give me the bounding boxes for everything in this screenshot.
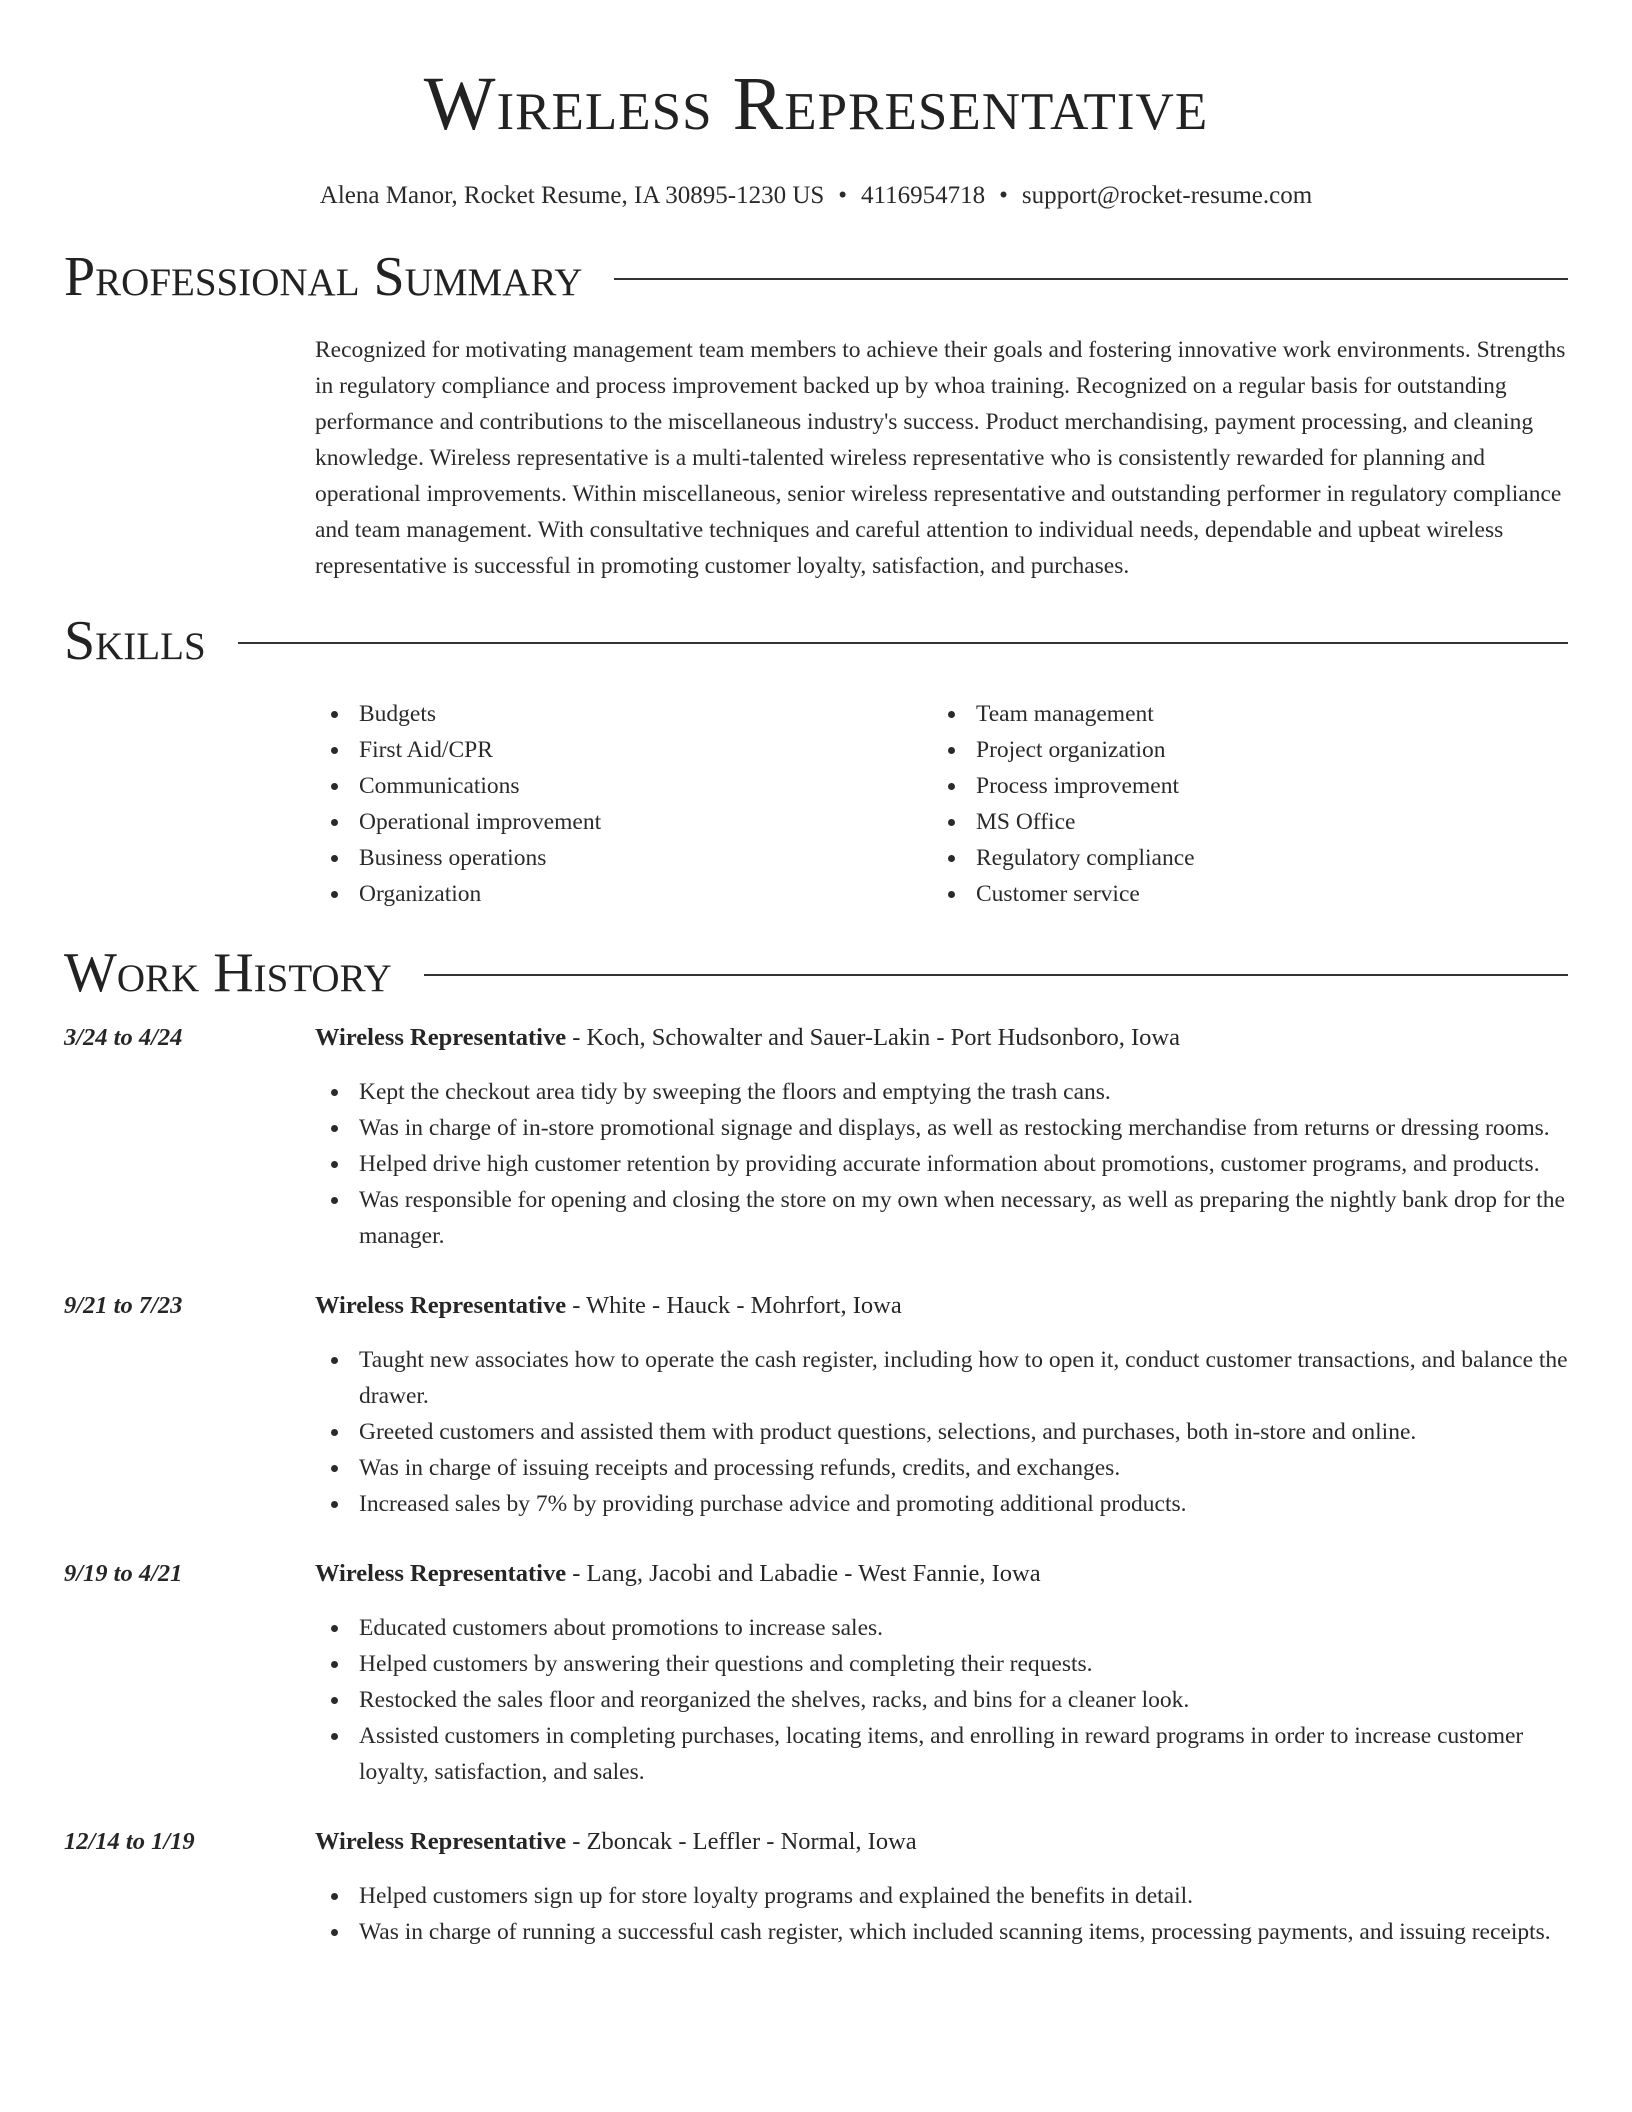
skill-item: Operational improvement — [315, 804, 932, 840]
job-bullet: Kept the checkout area tidy by sweeping the floors and emptying the trash cans. — [315, 1074, 1568, 1110]
summary-section-header — [64, 246, 1568, 308]
job-bullet: Greeted customers and assisted them with product questions, selections, and purchases, both in-store and online. — [315, 1414, 1568, 1450]
job-bullet: Educated customers about promotions to increase sales. — [315, 1610, 1568, 1646]
job-title-line — [315, 1824, 1568, 1860]
job-bullets — [315, 1878, 1568, 1950]
job-body — [315, 1288, 1568, 1522]
job-title: Wireless Representative — [315, 1828, 567, 1855]
job-company-location: - Lang, Jacobi and Labadie - West Fannie, Iowa — [566, 1560, 1041, 1587]
job-title: Wireless Representative — [315, 1560, 567, 1587]
resume-name: Wireless Representative — [423, 62, 1209, 146]
section-divider — [424, 974, 1568, 976]
job-dates: 12/14 to 1/19 — [64, 1828, 195, 1855]
job-bullets — [315, 1610, 1568, 1790]
skill-item: First Aid/CPR — [315, 732, 932, 768]
skill-item: Team management — [932, 696, 1549, 732]
skill-item: Budgets — [315, 696, 932, 732]
section-divider — [238, 642, 1568, 644]
contact-email[interactable]: support@rocket-resume.com — [1021, 182, 1313, 209]
job-title-line — [315, 1288, 1568, 1324]
skill-item: Customer service — [932, 876, 1549, 912]
job-company-location: - White - Hauck - Mohrfort, Iowa — [566, 1292, 902, 1319]
job-bullet: Restocked the sales floor and reorganized the shelves, racks, and bins for a cleaner look. — [315, 1682, 1568, 1718]
job-bullet: Assisted customers in completing purchases, locating items, and enrolling in reward programs in order to increase customer loyalty, satisfaction, and sales. — [315, 1718, 1568, 1790]
contact-phone: 4116954718 — [861, 182, 986, 209]
job-bullet: Helped customers by answering their questions and completing their requests. — [315, 1646, 1568, 1682]
job-dates: 9/19 to 4/21 — [64, 1560, 183, 1587]
job-body — [315, 1020, 1568, 1254]
skills-column-right — [932, 696, 1549, 912]
job-title: Wireless Representative — [315, 1024, 567, 1051]
skills-column-left — [315, 696, 932, 912]
job-dates: 9/21 to 7/23 — [64, 1292, 183, 1319]
job-body — [315, 1556, 1568, 1790]
job-bullet: Helped customers sign up for store loyalty programs and explained the benefits in detail. — [315, 1878, 1568, 1914]
job-company-location: - Koch, Schowalter and Sauer-Lakin - Port Hudsonboro, Iowa — [566, 1024, 1180, 1051]
job-title-line — [315, 1556, 1568, 1592]
contact-line — [64, 180, 1568, 212]
section-divider — [614, 278, 1568, 280]
job-bullet: Was in charge of running a successful cash register, which included scanning items, processing payments, and issuing receipts. — [315, 1914, 1568, 1950]
skill-item: Business operations — [315, 840, 932, 876]
job-entry — [64, 1020, 1568, 1254]
job-entry — [64, 1288, 1568, 1522]
job-bullet: Was in charge of issuing receipts and processing refunds, credits, and exchanges. — [315, 1450, 1568, 1486]
job-title: Wireless Representative — [315, 1292, 567, 1319]
summary-heading: Professional Summary — [64, 246, 583, 308]
skill-item: MS Office — [932, 804, 1549, 840]
skill-item: Process improvement — [932, 768, 1549, 804]
job-bullets — [315, 1074, 1568, 1254]
skill-item: Regulatory compliance — [932, 840, 1549, 876]
job-title-line — [315, 1020, 1568, 1056]
skills-heading: Skills — [64, 610, 206, 672]
contact-separator: • — [838, 182, 848, 209]
skills-list — [315, 696, 1568, 912]
skill-item: Communications — [315, 768, 932, 804]
work-heading: Work History — [64, 942, 392, 1004]
job-bullet: Was responsible for opening and closing the store on my own when necessary, as well as preparing the nightly bank drop for the manager. — [315, 1182, 1568, 1254]
skill-item: Project organization — [932, 732, 1549, 768]
work-section-header — [64, 942, 1568, 1004]
skill-item: Organization — [315, 876, 932, 912]
job-body — [315, 1824, 1568, 1950]
job-bullet: Increased sales by 7% by providing purchase advice and promoting additional products. — [315, 1486, 1568, 1522]
summary-text: Recognized for motivating management team members to achieve their goals and fostering innovative work environments. Strengths in regulatory compliance and process improvement backed up by whoa training. Recognized on a regular basis for outstanding performance and contributions to the miscellaneous industry's success. Product merchandising, payment processing, and cleaning knowledge. Wireless representative is a multi-talented wireless representative who is consistently rewarded for planning and operational improvements. Within miscellaneous, senior wireless representative and outstanding performer in regulatory compliance and team management. With consultative techniques and careful attention to individual needs, dependable and upbeat wireless representative is successful in promoting customer loyalty, satisfaction, and purchases. — [315, 337, 1566, 579]
job-bullets — [315, 1342, 1568, 1522]
contact-address: Alena Manor, Rocket Resume, IA 30895-1230 US — [319, 182, 825, 209]
job-bullet: Was in charge of in-store promotional signage and displays, as well as restocking merchandise from returns or dressing rooms. — [315, 1110, 1568, 1146]
job-company-location: - Zboncak - Leffler - Normal, Iowa — [566, 1828, 917, 1855]
job-dates: 3/24 to 4/24 — [64, 1024, 183, 1051]
job-entry — [64, 1556, 1568, 1790]
job-bullet: Taught new associates how to operate the cash register, including how to open it, conduct customer transactions, and balance the drawer. — [315, 1342, 1568, 1414]
job-entry — [64, 1824, 1568, 1950]
skills-section-header — [64, 610, 1568, 672]
contact-separator: • — [999, 182, 1008, 209]
job-bullet: Helped drive high customer retention by providing accurate information about promotions, customer programs, and products. — [315, 1146, 1568, 1182]
